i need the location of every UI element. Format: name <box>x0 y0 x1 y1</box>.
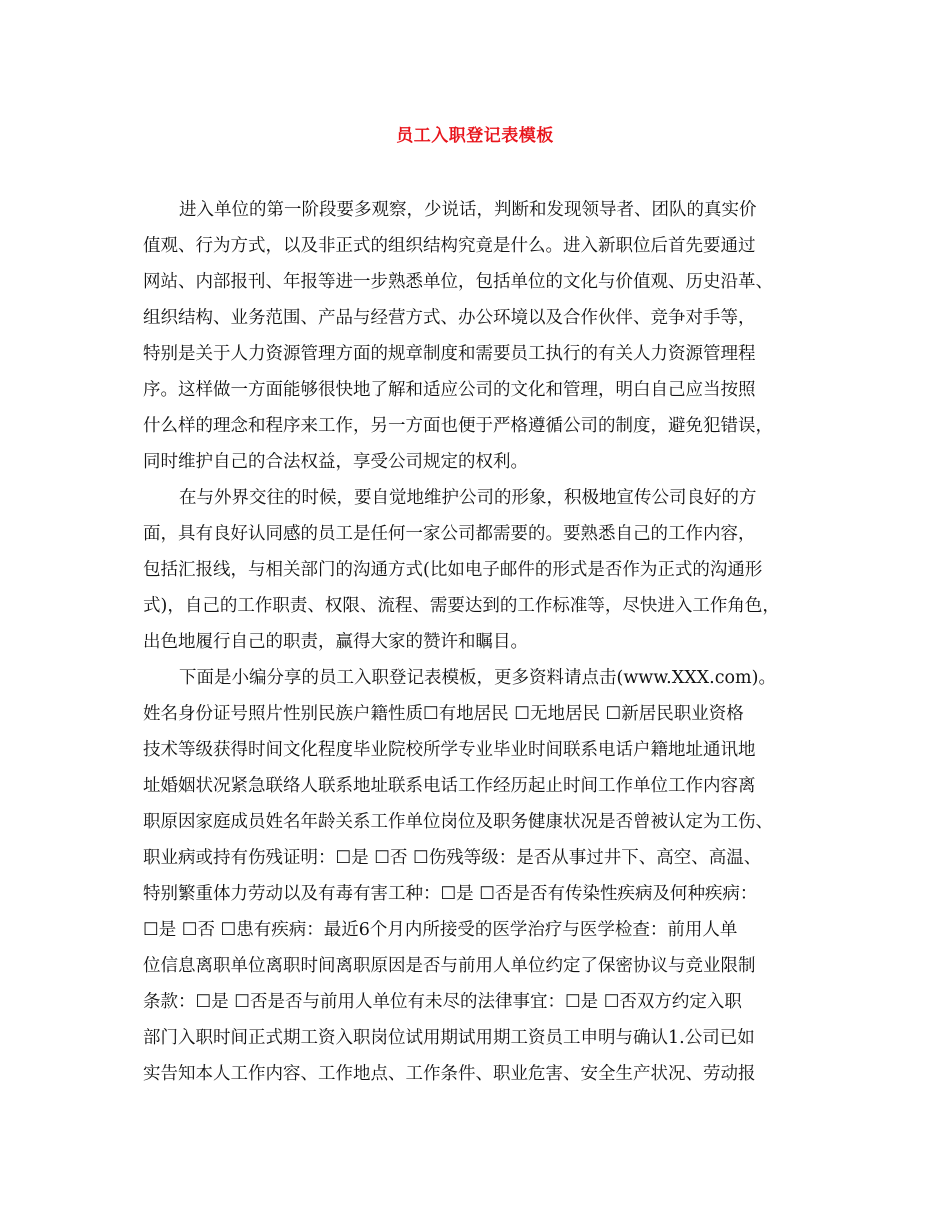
document-title: 员工入职登记表模板 <box>396 126 554 146</box>
text-line: 特别繁重体力劳动以及有毒有害工种：☐是 ☐否是否有传染性疾病及何种疾病： <box>143 884 758 904</box>
text-line: 面，具有良好认同感的员工是任何一家公司都需要的。要熟悉自己的工作内容， <box>143 524 756 544</box>
text-line: 下面是小编分享的员工入职登记表模板，更多资料请点击(www.XXX.com)。 <box>179 668 776 688</box>
text-line: 网站、内部报刊、年报等进一步熟悉单位，包括单位的文化与价值观、历史沿革、 <box>143 272 773 292</box>
text-line: 职原因家庭成员姓名年龄关系工作单位岗位及职务健康状况是否曾被认定为工伤、 <box>143 812 773 832</box>
text-line: 出色地履行自己的职责，赢得大家的赞许和瞩目。 <box>143 632 528 652</box>
text-line: 部门入职时间正式期工资入职岗位试用期试用期工资员工申明与确认1.公司已如 <box>143 1028 755 1048</box>
text-line: 值观、行为方式，以及非正式的组织结构究竟是什么。进入新职位后首先要通过 <box>143 236 756 256</box>
text-line: 什么样的理念和程序来工作，另一方面也便于严格遵循公司的制度，避免犯错误， <box>143 416 773 436</box>
text-line: 位信息离职单位离职时间离职原因是否与前用人单位约定了保密协议与竞业限制 <box>143 956 756 976</box>
text-line: 同时维护自己的合法权益，享受公司规定的权利。 <box>143 452 528 472</box>
text-line: 进入单位的第一阶段要多观察，少说话，判断和发现领导者、团队的真实价 <box>179 200 757 220</box>
text-line: 式)，自己的工作职责、权限、流程、需要达到的工作标准等，尽快进入工作角色， <box>143 596 780 616</box>
text-line: 职业病或持有伤残证明：☐是 ☐否 ☐伤残等级：是否从事过井下、高空、高温、 <box>143 848 762 868</box>
document-body <box>143 192 808 1092</box>
text-line: 姓名身份证号照片性别民族户籍性质☐有地居民 ☐无地居民 ☐新居民职业资格 <box>143 704 744 724</box>
text-line: 在与外界交往的时候，要自觉地维护公司的形象，积极地宣传公司良好的方 <box>179 488 757 508</box>
text-line: 技术等级获得时间文化程度毕业院校所学专业毕业时间联系电话户籍地址通讯地 <box>143 740 756 760</box>
text-line: 实告知本人工作内容、工作地点、工作条件、职业危害、安全生产状况、劳动报 <box>143 1064 756 1084</box>
text-line: 条款：☐是 ☐否是否与前用人单位有未尽的法律事宜：☐是 ☐否双方约定入职 <box>143 992 742 1012</box>
text-line: 序。这样做一方面能够很快地了解和适应公司的文化和管理，明白自己应当按照 <box>143 380 756 400</box>
text-line: 址婚姻状况紧急联络人联系地址联系电话工作经历起止时间工作单位工作内容离 <box>143 776 756 796</box>
text-line: 组织结构、业务范围、产品与经营方式、办公环境以及合作伙伴、竞争对手等， <box>143 308 756 328</box>
text-line: 包括汇报线，与相关部门的沟通方式(比如电子邮件的形式是否作为正式的沟通形 <box>143 560 763 580</box>
text-line: 特别是关于人力资源管理方面的规章制度和需要员工执行的有关人力资源管理程 <box>143 344 756 364</box>
text-line: ☐是 ☐否 ☐患有疾病：最近6个月内所接受的医学治疗与医学检查：前用人单 <box>143 920 738 940</box>
